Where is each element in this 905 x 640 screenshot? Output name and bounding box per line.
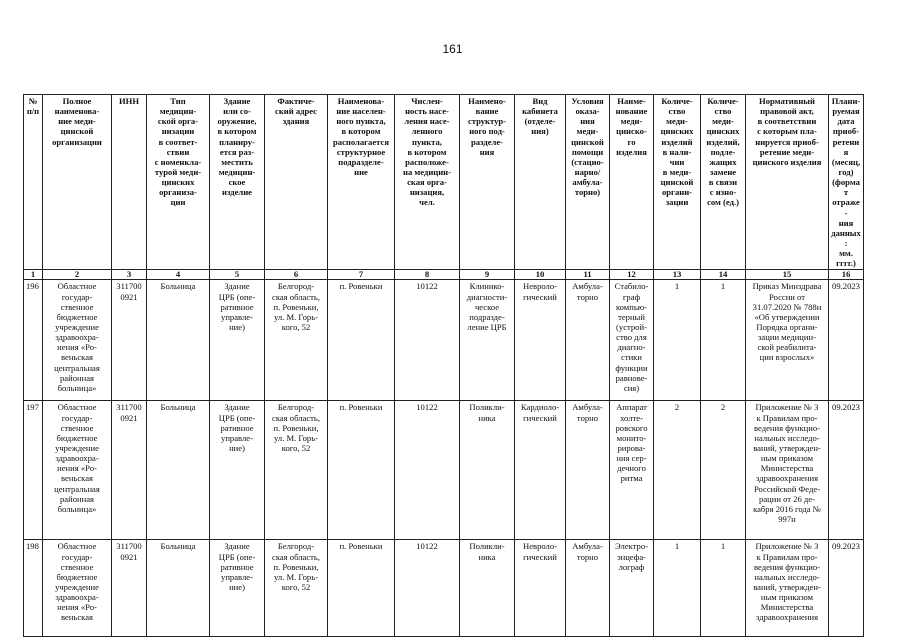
- devices-available-cell: 2: [654, 401, 701, 540]
- column-number: 12: [610, 270, 654, 280]
- table-row: [24, 280, 864, 401]
- column-number-row: [24, 270, 864, 280]
- population-cell: 10122: [395, 540, 460, 637]
- header-cell: Наимено- вание структур- ного под- разделе- ния: [460, 95, 515, 270]
- planned-date-cell: 09.2023: [829, 401, 864, 540]
- organization-name-cell: Областное государ- ственное бюджетное учреждение здравоохра- нения «Ро- веньская центральная районная больница»: [43, 401, 112, 540]
- column-number: 13: [654, 270, 701, 280]
- medical-equipment-table: [23, 94, 864, 637]
- care-conditions-cell: Амбула- торно: [566, 280, 610, 401]
- legal-act-cell: Приказ Минздрава России от 31.07.2020 № 788н «Об утверждении Порядка органи- зации медицин- ской реабилита- ции взрослых»: [746, 280, 829, 401]
- settlement-cell: п. Ровеньки: [328, 540, 395, 637]
- organization-type-cell: Больница: [147, 401, 210, 540]
- header-cell: Нормативный правовой акт, в соответствии с которым пла- нируется приоб- ретение меди- цинского изделия: [746, 95, 829, 270]
- header-cell: ИНН: [112, 95, 147, 270]
- devices-to-replace-cell: 1: [701, 280, 746, 401]
- settlement-cell: п. Ровеньки: [328, 280, 395, 401]
- devices-available-cell: 1: [654, 280, 701, 401]
- legal-act-cell: Приложение № 3 к Правилам про- ведения функцио- нальных исследо- ваний, утвержден- ным приказом Министерства здравоохранения Российской Феде- рации от 26 де- кабря 2016 года № 997н: [746, 401, 829, 540]
- header-cell: № п/п: [24, 95, 43, 270]
- row-number-cell: 196: [24, 280, 43, 401]
- inn-cell: 311700 0921: [112, 401, 147, 540]
- address-cell: Белгород- ская область, п. Ровеньки, ул. М. Горь- кого, 52: [265, 540, 328, 637]
- organization-type-cell: Больница: [147, 540, 210, 637]
- column-number: 3: [112, 270, 147, 280]
- column-number: 1: [24, 270, 43, 280]
- header-cell: Плани- руемая дата приоб- ретения (месяц, год) (формат отраже- ния данных: мм. гггг.): [829, 95, 864, 270]
- column-number: 9: [460, 270, 515, 280]
- building-cell: Здание ЦРБ (опе- ративное управле- ние): [210, 280, 265, 401]
- row-number-cell: 198: [24, 540, 43, 637]
- address-cell: Белгород- ская область, п. Ровеньки, ул. М. Горь- кого, 52: [265, 280, 328, 401]
- header-cell: Условия оказа- ния меди- цинской помощи (стацио- нарно/ амбула- торно): [566, 95, 610, 270]
- column-number: 6: [265, 270, 328, 280]
- column-number: 14: [701, 270, 746, 280]
- column-number: 4: [147, 270, 210, 280]
- building-cell: Здание ЦРБ (опе- ративное управле- ние): [210, 540, 265, 637]
- header-cell: Числен- ность насе- ления насе- ленного пункта, в котором расположе- на медицин- ская орга- низация, чел.: [395, 95, 460, 270]
- table-row: [24, 540, 864, 637]
- organization-name-cell: Областное государ- ственное бюджетное учреждение здравоохра- нения «Ро- веньская: [43, 540, 112, 637]
- header-cell: Количе- ство меди- цинских изделий, подле- жащих замене в связи с изно- сом (ед.): [701, 95, 746, 270]
- header-cell: Здание или со- оружение, в котором планиру- ется раз- местить медицин- ское изделие: [210, 95, 265, 270]
- header-cell: Наименова- ние населен- ного пункта, в котором располагается структурное подразделе- ние: [328, 95, 395, 270]
- care-conditions-cell: Амбула- торно: [566, 401, 610, 540]
- population-cell: 10122: [395, 401, 460, 540]
- legal-act-cell: Приложение № 3 к Правилам про- ведения функцио- нальных исследо- ваний, утвержден- ным приказом Министерства здравоохранения: [746, 540, 829, 637]
- row-number-cell: 197: [24, 401, 43, 540]
- column-number: 15: [746, 270, 829, 280]
- column-number: 10: [515, 270, 566, 280]
- care-conditions-cell: Амбула- торно: [566, 540, 610, 637]
- planned-date-cell: 09.2023: [829, 280, 864, 401]
- population-cell: 10122: [395, 280, 460, 401]
- table-header-row: [24, 95, 864, 270]
- planned-date-cell: 09.2023: [829, 540, 864, 637]
- devices-to-replace-cell: 1: [701, 540, 746, 637]
- header-cell: Фактиче- ский адрес здания: [265, 95, 328, 270]
- devices-to-replace-cell: 2: [701, 401, 746, 540]
- column-number: 11: [566, 270, 610, 280]
- header-cell: Наиме- нование меди- цинско- го изделия: [610, 95, 654, 270]
- organization-type-cell: Больница: [147, 280, 210, 401]
- subdivision-cell: Поликли- ника: [460, 401, 515, 540]
- building-cell: Здание ЦРБ (опе- ративное управле- ние): [210, 401, 265, 540]
- inn-cell: 311700 0921: [112, 280, 147, 401]
- subdivision-cell: Поликли- ника: [460, 540, 515, 637]
- page-number: 161: [442, 42, 463, 56]
- column-number: 16: [829, 270, 864, 280]
- column-number: 7: [328, 270, 395, 280]
- cabinet-type-cell: Невроло- гический: [515, 540, 566, 637]
- settlement-cell: п. Ровеньки: [328, 401, 395, 540]
- organization-name-cell: Областное государ- ственное бюджетное учреждение здравоохра- нения «Ро- веньская центральная районная больница»: [43, 280, 112, 401]
- column-number: 8: [395, 270, 460, 280]
- column-number: 5: [210, 270, 265, 280]
- header-cell: Вид кабинета (отделе- ния): [515, 95, 566, 270]
- device-name-cell: Аппарат холте- ровского монито- рирова- ния сер- дечного ритма: [610, 401, 654, 540]
- cabinet-type-cell: Невроло- гический: [515, 280, 566, 401]
- devices-available-cell: 1: [654, 540, 701, 637]
- device-name-cell: Стабило- граф компью- терный (устрой- ство для диагно- стики функции равнове- сия): [610, 280, 654, 401]
- header-cell: Количе- ство меди- цинских изделий в нали- чии в меди- цинской органи- зации: [654, 95, 701, 270]
- header-cell: Тип медицин- ской орга- низации в соответ- ствии с номенкла- турой меди- цинских организа- ции: [147, 95, 210, 270]
- header-cell: Полное наименова- ние меди- цинской организации: [43, 95, 112, 270]
- inn-cell: 311700 0921: [112, 540, 147, 637]
- column-number: 2: [43, 270, 112, 280]
- table-row: [24, 401, 864, 540]
- cabinet-type-cell: Кардиоло- гический: [515, 401, 566, 540]
- subdivision-cell: Клинико- диагности- ческое подразде- ление ЦРБ: [460, 280, 515, 401]
- address-cell: Белгород- ская область, п. Ровеньки, ул. М. Горь- кого, 52: [265, 401, 328, 540]
- device-name-cell: Электро- энцефа- лограф: [610, 540, 654, 637]
